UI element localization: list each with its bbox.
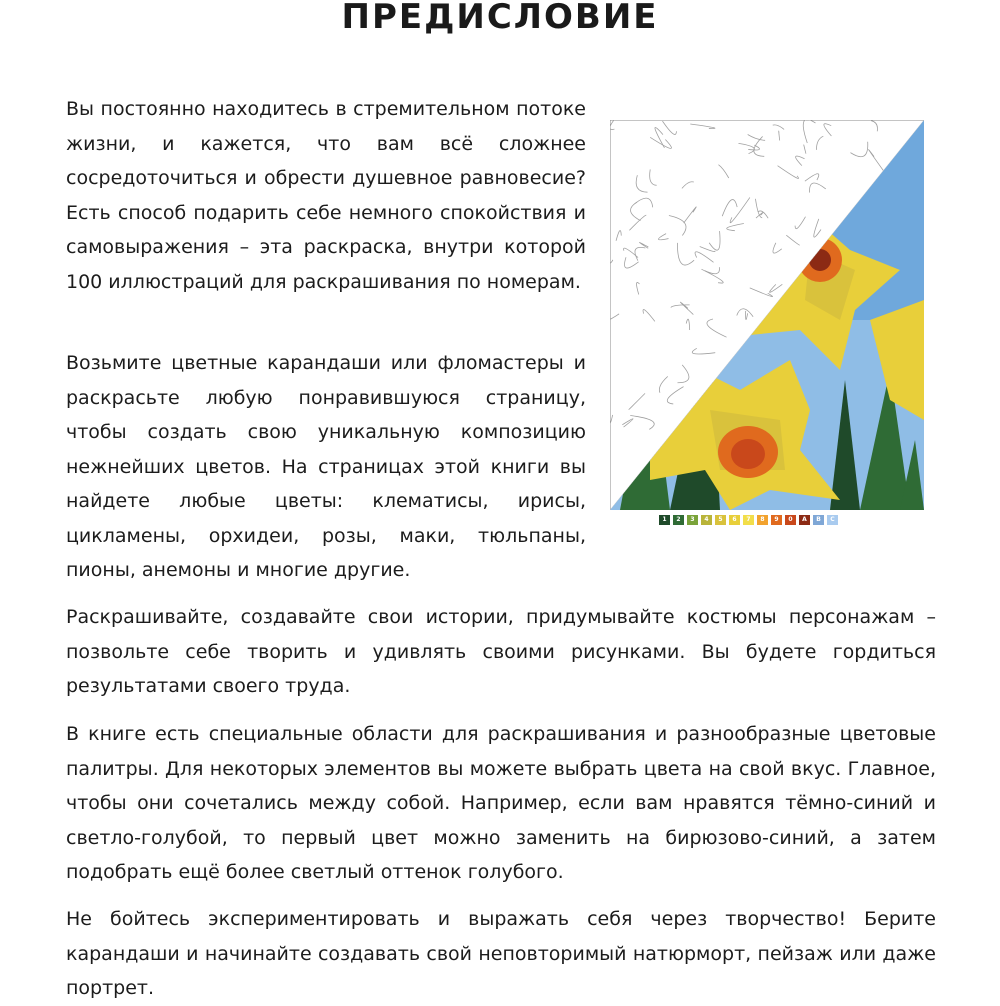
palette-swatch: 6	[729, 515, 740, 525]
palette-swatch: 7	[743, 515, 754, 525]
lower-flower-center	[731, 439, 765, 469]
palette-swatch: 8	[757, 515, 768, 525]
palette-swatch: B	[813, 515, 824, 525]
palette-swatch: 5	[715, 515, 726, 525]
paragraph-stories: Раскрашивайте, создавайте свои истории, придумывайте костюмы персонажам – позвольте себе творить и удивлять своими рисунками. Вы будете гордиться результатами своего труда.	[66, 606, 936, 697]
paragraph-palettes: В книге есть специальные области для раскрашивания и разнообразные цветовые палитры. Для некоторых элементов вы можете выбрать цвета на свой вкус. Главное, чтобы они сочетались между собой. Например, если вам нравятся тёмно-синий и светло-голубой, то первый цвет можно заменить на бирюзово-синий, а затем подобрать ещё более светлый оттенок голубого.	[66, 723, 936, 883]
palette-swatch: 1	[659, 515, 670, 525]
palette-swatch: 3	[687, 515, 698, 525]
page-title: ПРЕДИСЛОВИЕ	[341, 0, 659, 37]
palette-swatch: 4	[701, 515, 712, 525]
paragraph-intro: Вы постоянно находитесь в стремительном потоке жизни, и кажется, что вам всё сложнее сосредоточиться и обрести душевное равновесие? Есть способ подарить себе немного спокойствия и самовыражения – эта раскраска, внутри которой 100 иллюстраций для раскрашивания по номерам.	[66, 98, 586, 293]
paragraph-encouragement: Не бойтесь экспериментировать и выражать себя через творчество! Берите карандаши и начинайте создавать свой неповторимый натюрморт, пейзаж или даже портрет.	[66, 908, 936, 999]
color-palette	[659, 515, 838, 525]
palette-swatch: 9	[771, 515, 782, 525]
palette-swatch: 0	[785, 515, 796, 525]
paragraph-materials: Возьмите цветные карандаши или фломастеры и раскрасьте любую понравившуюся страницу, чтобы создать свою уникальную композицию нежнейших цветов. На страницах этой книги вы найдете любые цветы: клематисы, ирисы, цикламены, орхидеи, розы, маки, тюльпаны, пионы, анемоны и многие другие.	[66, 352, 586, 581]
daffodil-illustration	[610, 120, 924, 510]
daffodil-coloring-image	[610, 120, 924, 510]
palette-swatch: A	[799, 515, 810, 525]
palette-swatch: C	[827, 515, 838, 525]
palette-swatch: 2	[673, 515, 684, 525]
